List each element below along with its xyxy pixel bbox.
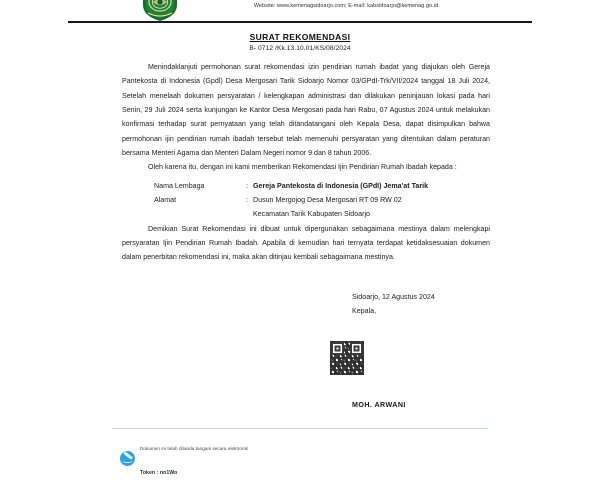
detail-value-nama-lembaga: Gereja Pantekosta di Indonesia (GPdI) Jema'at Tarik [253,181,429,190]
document-body [122,60,490,265]
kemenag-logo-icon [140,0,180,22]
signature-place-date: Sidoarjo, 12 Agustus 2024 [352,293,435,301]
detail-label-nama-lembaga: Nama Lembaga [154,181,205,190]
footer-divider [112,428,488,429]
electronic-signature-text [140,434,248,482]
detail-row [154,179,490,193]
electronic-signature-notice: Dokumen ini telah ditanda tangani secara elektronik [140,446,249,451]
electronic-signature-icon [120,451,135,466]
detail-row [154,207,490,221]
detail-value-alamat-line2: Kecamatan Tarik Kabupaten Sidoarjo [253,210,370,219]
signature-position: Kepala, [352,306,377,315]
page-title: SURAT REKOMENDASI [249,32,351,42]
qr-code [330,341,364,375]
letterhead-contact-lines [186,0,506,11]
body-paragraph-3: Demikian Surat Rekomendasi ini dibuat untuk dipergunakan sebagaimana mestinya dalam melengkapi persyaratan Ijin Pendirian Rumah Ibadah. Apabila di kemudian hari ternyata terdapat ketidaksesuaian dokumen dalam penerbitan rekomendasi ini, maka akan ditinjau kembali sebagaimana mestinya. [122,224,490,262]
detail-row [154,193,490,207]
electronic-signature-footer [120,434,248,482]
recipient-details [154,179,490,222]
letterhead-divider [68,21,532,23]
document-number: B- 0712 /Kk.13.10.01/KS/08/2024 [249,45,351,52]
detail-separator: : [246,195,248,204]
signature-block [352,291,522,319]
signer-name: MOH. ARWANI [352,401,406,409]
body-paragraph-1: Menindaklanjuti permohonan surat rekomendasi izin pendirian rumah ibadat yang diajukan oleh Gereja Pantekosta di Indonesia (Gpdl) Desa Mergosari Tarik Sidoarjo Nomor 03/GPdI-Trk/VII/2024 tanggal 18 Juli 2024, Setelah menelaah dokumen persyaratan / kelengkapan administrasi dan dilakukan peninjauan lokasi pada hari Senin, 29 Juli 2024 serta kunjungan ke Kantor Desa Mergosari pada hari Rabu, 07 Agustus 2024 untuk melakukan konfirmasi terhadap surat pernyataan yang telah ditandatangani oleh Kepala Desa, dapat disimpulkan bahwa permohonan ijin pendirian rumah ibadah tersebut telah memenuhi persyaratan yang ditentukan dalam peraturan bersama Menteri Agama dan Menteri Dalam Negeri nomor 9 dan 8 tahun 2006. [122,63,490,157]
letterhead [0,0,600,22]
letterhead-web-email: Website: www.kemenagsidoarjo.com; E-mail: kabsidoarjo@kemenag.go.id [253,2,439,9]
document-title-block [0,32,600,52]
body-paragraph-2: Oleh karena itu, dengan ini kami memberikan Rekomendasi Ijin Pendirian Rumah Ibadah kepada : [148,163,457,172]
electronic-signature-token: Token : nn1Wo [140,470,178,476]
detail-label-alamat: Alamat [154,195,177,204]
detail-value-alamat: Dusun Mergojog Desa Mergosari RT 09 RW 02 [253,195,402,204]
detail-separator: : [246,181,248,190]
